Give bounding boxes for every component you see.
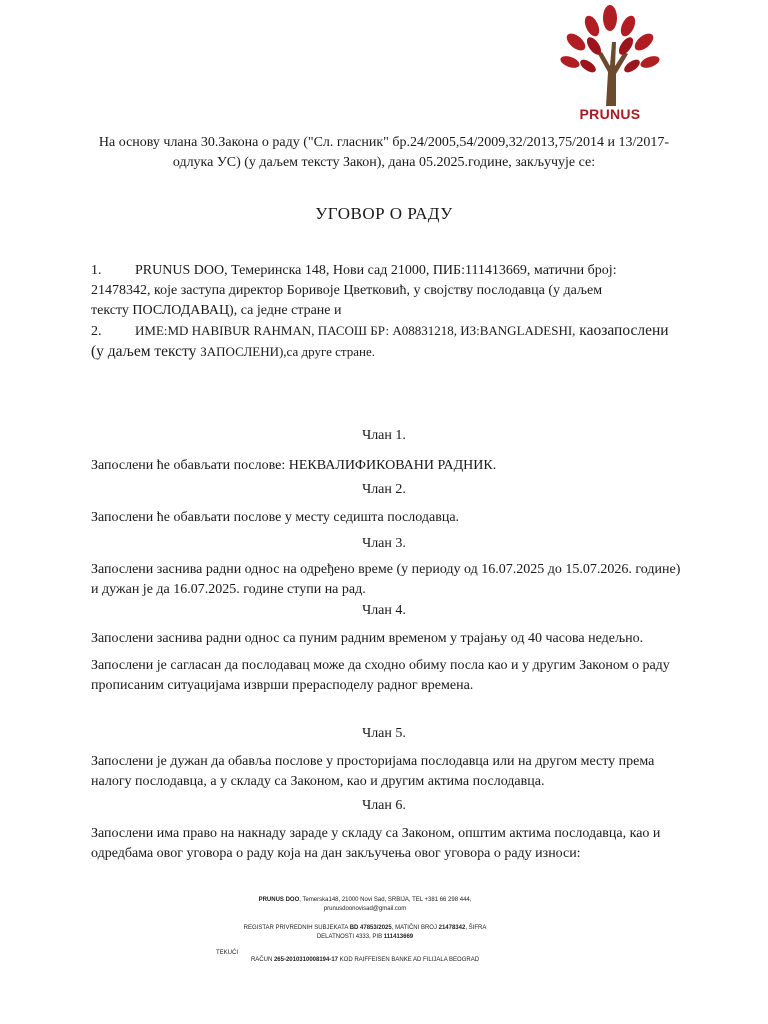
party-text: тексту ПОСЛОДАВАЦ), са једне стране и: [91, 303, 342, 318]
party-number: 1.: [91, 263, 102, 278]
paragraph-line: одредбама овог уговора о раду која на дан закључења овог уговора о раду износи:: [91, 846, 581, 861]
article-heading: Члан 2.: [362, 482, 406, 497]
footer-text: KOD RAIFFEISEN BANKE AD FILIJALA BEOGRAD: [338, 957, 480, 963]
footer-text: RAČUN: [250, 957, 274, 963]
article-paragraph: [91, 824, 691, 864]
party-employee: [91, 321, 711, 363]
article-paragraph: [91, 752, 691, 792]
article-paragraph: [91, 656, 691, 696]
paragraph-line: Запослени ће обављати послове: НЕКВАЛИФИКОВАНИ РАДНИК.: [91, 458, 497, 473]
tree-logo-icon: [552, 2, 668, 106]
party-number: 2.: [91, 324, 102, 339]
intro-line: одлука УС) (у даљем тексту Закон), дана 05.2025.године, закључује се:: [172, 155, 596, 170]
paragraph-line: Запослени је сагласан да послодавац може да сходно обиму посла као и у другим Законом о раду: [91, 658, 670, 673]
article-paragraph: [91, 629, 691, 649]
paragraph-line: и дужан је да 16.07.2025. године ступи на рад.: [91, 582, 366, 597]
pib-number: 111413669: [383, 934, 414, 940]
company-logo: [552, 2, 668, 124]
paragraph-line: Запослени ће обављати послове у месту седишта послодавца.: [91, 510, 460, 525]
paragraph-line: налогу послодавца, а у складу са Законом, као и другим актима послодавца.: [91, 774, 545, 789]
footer-text: , MATIČNI BROJ: [391, 925, 439, 931]
article-paragraph: [91, 456, 691, 476]
intro-line: На основу члана 30.Закона о раду ("Сл. гласник" бр.24/2005,54/2009,32/2013,75/2014 и 13/2017-: [98, 135, 670, 150]
paragraph-line: прописаним ситуацијама изврши прерасподелу радног времена.: [91, 678, 474, 693]
footer-text: REGISTAR PRIVREDNIH SUBJEKATA: [243, 925, 350, 931]
article-heading: Члан 1.: [362, 428, 406, 443]
bank-account: 265-2010310008194-17: [273, 957, 339, 963]
logo-text: PRUNUS: [579, 106, 641, 122]
article-heading: Члан 6.: [362, 798, 406, 813]
party-text: (у даљем тексту: [91, 343, 201, 360]
footer-bank: [200, 956, 530, 965]
party-text: ЗАПОСЛЕНИ),са друге стране.: [200, 344, 375, 359]
party-text: 21478342, које заступа директор Боривоје Цветковић, у својству послодавца (у даљем: [91, 283, 603, 298]
paragraph-line: Запослени заснива радни однос на одређено време (у периоду од 16.07.2025 до 15.07.2026. године): [91, 562, 681, 577]
paragraph-line: Запослени има право на накнаду зараде у складу са Законом, општим актима послодавца, као и: [91, 826, 661, 841]
registration-number: BD 47853/2025: [349, 925, 392, 931]
footer-text: DELATNOSTI 4333, PIB: [316, 934, 384, 940]
paragraph-line: Запослени је дужан да обавља послове у просторијама послодавца или на другом месту према: [91, 754, 655, 769]
intro-paragraph: [70, 133, 698, 173]
paragraph-line: Запослени заснива радни однос са пуним радним временом у трајању од 40 часова недељно.: [91, 631, 644, 646]
employee-identity: ИМЕ:MD HABIBUR RAHMAN, ПАСОШ БР: A08831218, ИЗ:BANGLADESHI,: [135, 323, 576, 338]
footer-company: [200, 896, 530, 914]
article-heading: Члан 3.: [362, 536, 406, 551]
footer-tekuci: TEKUĆI: [216, 950, 239, 956]
footer-registration: [200, 924, 530, 942]
article-paragraph: [91, 508, 691, 528]
maticni-broj: 21478342: [438, 925, 466, 931]
footer-company-name: PRUNUS DOO: [258, 897, 300, 903]
article-heading: Члан 5.: [362, 726, 406, 741]
employee-role: каозапослени: [575, 322, 669, 339]
footer-text: , ŠIFRA: [465, 925, 487, 931]
footer-email: prunusdoonovisad@gmail.com: [323, 906, 407, 912]
document-title: УГОВОР О РАДУ: [315, 204, 453, 223]
party-employer: [91, 261, 691, 321]
article-heading: Члан 4.: [362, 603, 406, 618]
article-paragraph: [91, 560, 691, 600]
footer-address: , Temerska148, 21000 Novi Sad, SRBIJA, TEL +381 66 298 444,: [299, 897, 472, 903]
party-text: PRUNUS DOO, Темеринска 148, Нови сад 21000, ПИБ:111413669, матични број:: [135, 263, 617, 278]
